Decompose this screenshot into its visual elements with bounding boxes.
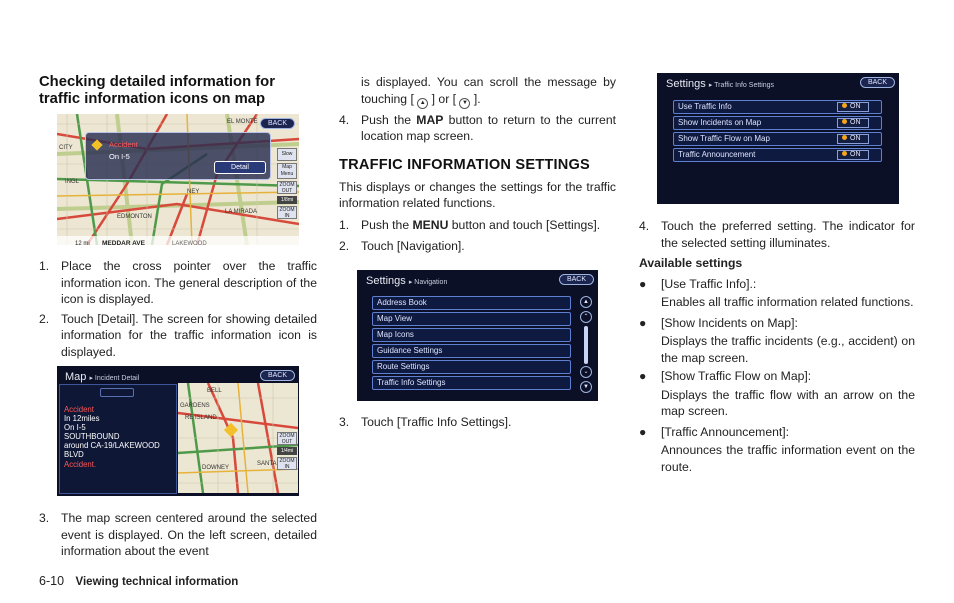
step-1: 1. Place the cross pointer over the traffic information icon. The general description of the icon is displayed.	[39, 259, 317, 306]
section-heading-checking: Checking detailed information for traffic information icons on map	[39, 74, 275, 107]
traffic-settings-heading: TRAFFIC INFORMATION SETTINGS	[339, 156, 590, 173]
list-item: ● [Show Traffic Flow on Map]:	[639, 369, 812, 383]
incident-text: Accident In 12miles On I-5 SOUTHBOUND around CA-19/LAKEWOOD BLVD Accident.	[64, 405, 160, 469]
indicator-use-traffic-info: ON	[837, 102, 869, 112]
available-settings-heading: Available settings	[639, 256, 743, 270]
city-label: EDMONTON	[117, 214, 152, 220]
indicator-show-traffic-flow: ON	[837, 134, 869, 144]
list-item: ● [Use Traffic Info].:	[639, 276, 757, 291]
map-side-buttons	[277, 148, 297, 219]
menu-item-map-view[interactable]: Map View	[372, 312, 571, 326]
city-label: NEY	[187, 189, 200, 195]
city-label: LA MIRADA	[225, 209, 258, 215]
scroll-page-down-icon[interactable]: ⌄	[580, 366, 592, 378]
steps-list	[39, 510, 317, 560]
figure-traffic-info-settings	[657, 73, 899, 204]
incident-detail-panel	[59, 384, 177, 494]
scroll-up-icon[interactable]: ▲	[580, 296, 592, 308]
scrollbar[interactable]	[584, 326, 588, 364]
scroll-up-button[interactable]	[100, 388, 134, 397]
steps-list	[339, 414, 616, 431]
step-3: 3. The map screen centered around the selected event is displayed. On the left screen, detailed information about the event	[39, 511, 317, 558]
setting-traffic-announcement[interactable]: Traffic Announcement	[673, 148, 882, 162]
city-label: EL MONTE	[227, 119, 258, 125]
city-label: LAKEWOOD	[172, 241, 207, 245]
accident-icon	[91, 139, 102, 150]
setting-use-traffic-info[interactable]: Use Traffic Info	[673, 100, 882, 114]
middle-column	[339, 74, 616, 255]
menu-item-traffic-info-settings[interactable]: Traffic Info Settings	[372, 376, 571, 390]
list-item-description: Announces the traffic information event on the route.	[661, 443, 915, 474]
scroll-down-icon: ▼	[459, 98, 470, 109]
city-label: RE ISLAND	[185, 415, 217, 421]
left-column	[39, 74, 317, 108]
page-footer	[39, 573, 238, 591]
city-label: DOWNEY	[202, 465, 229, 471]
zoom-out-button[interactable]: ZOOM OUT	[277, 181, 297, 194]
step-2: 2. Touch [Navigation].	[339, 239, 465, 253]
on-indicator-icon	[842, 119, 847, 124]
on-indicator-icon	[842, 135, 847, 140]
settings-list	[639, 276, 915, 476]
screen-title: Settings ▸ Navigation	[366, 275, 448, 287]
screen-title: Settings ▸ Traffic Info Settings	[666, 78, 775, 90]
left-step-3	[39, 510, 317, 560]
menu-item-map-icons[interactable]: Map Icons	[372, 328, 571, 342]
intro-paragraph: This displays or changes the settings for the traffic information related functions.	[339, 179, 616, 210]
map-scale-readout: 1/8mi	[277, 196, 297, 204]
right-column-text	[639, 218, 915, 475]
scroll-up-icon: ▲	[417, 98, 428, 109]
zoom-in-button[interactable]: ZOOM IN	[277, 206, 297, 219]
page-number: 6-10	[39, 574, 65, 588]
map-side-buttons	[277, 432, 297, 470]
steps-list	[639, 218, 915, 251]
step-4: 4. Push the MAP button to return to the current location map screen.	[339, 112, 616, 143]
figure-map-accident-popup	[57, 114, 299, 245]
middle-step-3	[339, 414, 616, 431]
zoom-in-button[interactable]: ZOOM IN	[277, 457, 297, 470]
back-button[interactable]: BACK	[260, 118, 295, 129]
scroll-down-icon[interactable]: ▼	[580, 381, 592, 393]
back-button[interactable]: BACK	[559, 274, 594, 285]
back-button[interactable]: BACK	[860, 77, 895, 88]
popup-line-1: Accident	[109, 140, 138, 149]
step-4: 4. Touch the preferred setting. The indicator for the selected setting illuminates.	[639, 219, 915, 250]
menu-item-route-settings[interactable]: Route Settings	[372, 360, 571, 374]
map-menu-button[interactable]: Map Menu	[277, 163, 297, 179]
setting-show-traffic-flow-on-map[interactable]: Show Traffic Flow on Map	[673, 132, 882, 146]
steps-list	[339, 112, 616, 145]
on-indicator-icon	[842, 151, 847, 156]
screen-title: Map ▸ Incident Detail	[65, 371, 140, 383]
steps-list	[339, 217, 616, 255]
menu-item-address-book[interactable]: Address Book	[372, 296, 571, 310]
list-item-description: Displays the traffic flow with an arrow on the map screen.	[661, 387, 915, 418]
popup-line-2: On I-5	[109, 152, 130, 161]
step-3: 3. Touch [Traffic Info Settings].	[339, 415, 512, 429]
back-button[interactable]: BACK	[260, 370, 295, 381]
city-label: INGL	[65, 179, 80, 185]
street-name: MEDDAR AVE	[102, 240, 145, 245]
accident-popup	[85, 132, 271, 180]
menu-item-guidance-settings[interactable]: Guidance Settings	[372, 344, 571, 358]
list-item: ● [Traffic Announcement]:	[639, 424, 790, 439]
slow-button[interactable]: Slow	[277, 148, 297, 161]
figure-settings-navigation	[357, 270, 598, 401]
indicator-show-incidents: ON	[837, 118, 869, 128]
city-label: SANTA	[257, 461, 277, 467]
on-indicator-icon	[842, 103, 847, 108]
detail-button[interactable]: Detail	[214, 161, 266, 174]
step-3-continuation: is displayed. You can scroll the message by touching [ ▲ ] or [ ▼ ].	[339, 74, 616, 109]
city-label: CITY	[59, 145, 73, 151]
setting-show-incidents-on-map[interactable]: Show Incidents on Map	[673, 116, 882, 130]
list-item-description: Enables all traffic information related functions.	[661, 295, 914, 309]
steps-list	[39, 258, 317, 360]
city-label: GARDENS	[180, 403, 210, 409]
figure-incident-detail	[57, 366, 299, 496]
scroll-page-up-icon[interactable]: ⌃	[580, 311, 592, 323]
step-1: 1. Push the MENU button and touch [Settings].	[339, 217, 601, 232]
map-scale-readout: 1/4mi	[277, 447, 297, 455]
zoom-out-button[interactable]: ZOOM OUT	[277, 432, 297, 445]
list-item-description: Displays the traffic incidents (e.g., accident) on the map screen.	[661, 334, 915, 365]
indicator-traffic-announcement: ON	[837, 150, 869, 160]
left-steps-1-2	[39, 258, 317, 360]
step-2: 2. Touch [Detail]. The screen for showing detailed information for the traffic information icon is displayed.	[39, 311, 317, 359]
list-item: ● [Show Incidents on Map]:	[639, 315, 798, 330]
footer-section-title: Viewing technical information	[75, 576, 239, 588]
scale-text: 12 mi	[75, 241, 90, 245]
city-label: BELL	[207, 388, 222, 394]
